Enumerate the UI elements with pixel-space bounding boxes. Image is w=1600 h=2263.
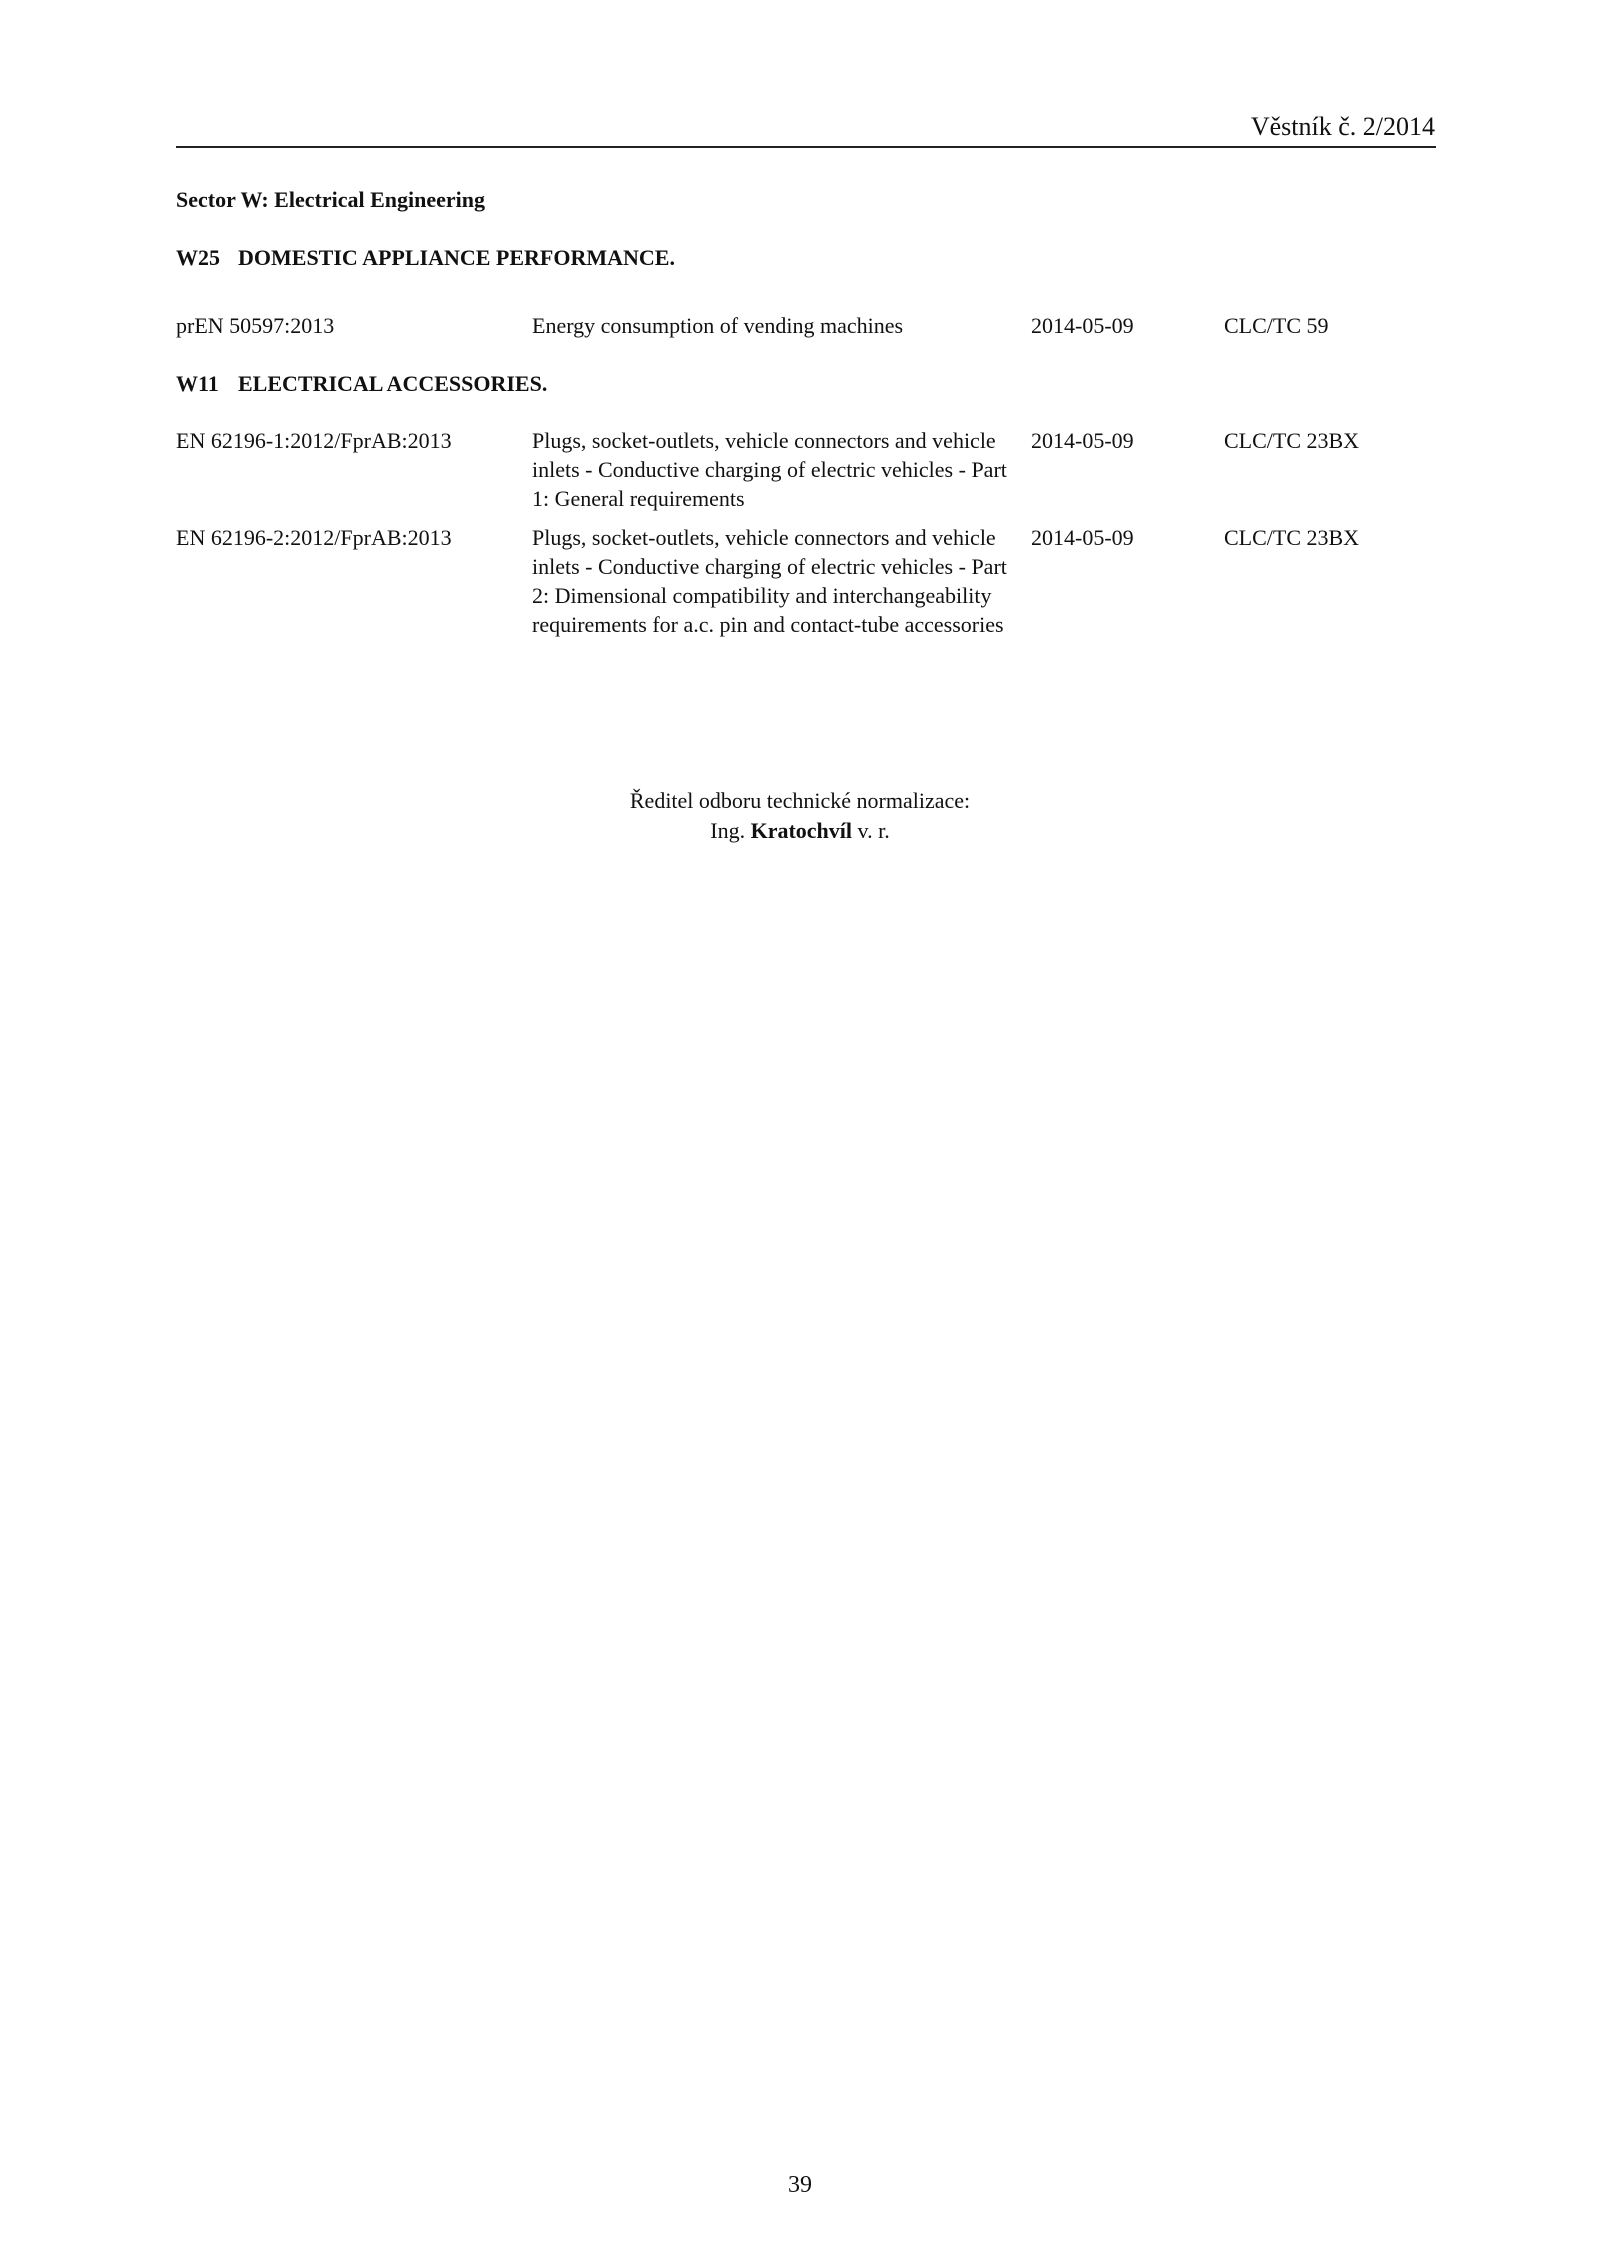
- deadline-date: 2014-05-09: [1031, 428, 1134, 453]
- signature-suffix: v. r.: [857, 818, 890, 843]
- standard-title: Plugs, socket-outlets, vehicle connectors and vehicle inlets - Conductive charging of electric vehicles - Part 1: General requirements: [532, 428, 1007, 511]
- technical-committee: CLC/TC 59: [1224, 313, 1329, 338]
- page-number: 39: [788, 2172, 812, 2198]
- standard-number: prEN 50597:2013: [176, 313, 335, 338]
- group-code: W25: [176, 245, 220, 270]
- standard-title: Energy consumption of vending machines: [532, 313, 904, 338]
- standard-title: Plugs, socket-outlets, vehicle connectors and vehicle inlets - Conductive charging of electric vehicles - Part 2: Dimensional compatibility and interchangeability requirements for a.c. pin and contact-tube accessories: [532, 525, 1007, 637]
- group-title: ELECTRICAL ACCESSORIES.: [238, 371, 548, 396]
- sector-heading: Sector W: Electrical Engineering: [176, 187, 485, 212]
- deadline-date: 2014-05-09: [1031, 313, 1134, 338]
- signature-block: [0, 786, 1600, 846]
- deadline-date: 2014-05-09: [1031, 525, 1134, 550]
- standard-number: EN 62196-1:2012/FprAB:2013: [176, 428, 452, 453]
- technical-committee: CLC/TC 23BX: [1224, 525, 1360, 550]
- signature-name: Kratochvíl: [750, 818, 853, 843]
- signature-role: Ředitel odboru technické normalizace:: [629, 788, 971, 813]
- standard-number: EN 62196-2:2012/FprAB:2013: [176, 525, 452, 550]
- group-title: DOMESTIC APPLIANCE PERFORMANCE.: [238, 245, 675, 270]
- group-heading-w11: [176, 370, 547, 398]
- bulletin-title: Věstník č. 2/2014: [1250, 112, 1435, 141]
- header-divider: [176, 146, 1436, 148]
- group-heading-w25: [176, 244, 675, 272]
- technical-committee: CLC/TC 23BX: [1224, 428, 1360, 453]
- signature-line: [0, 816, 1600, 846]
- signature-prefix: Ing.: [710, 818, 746, 843]
- group-code: W11: [176, 371, 219, 396]
